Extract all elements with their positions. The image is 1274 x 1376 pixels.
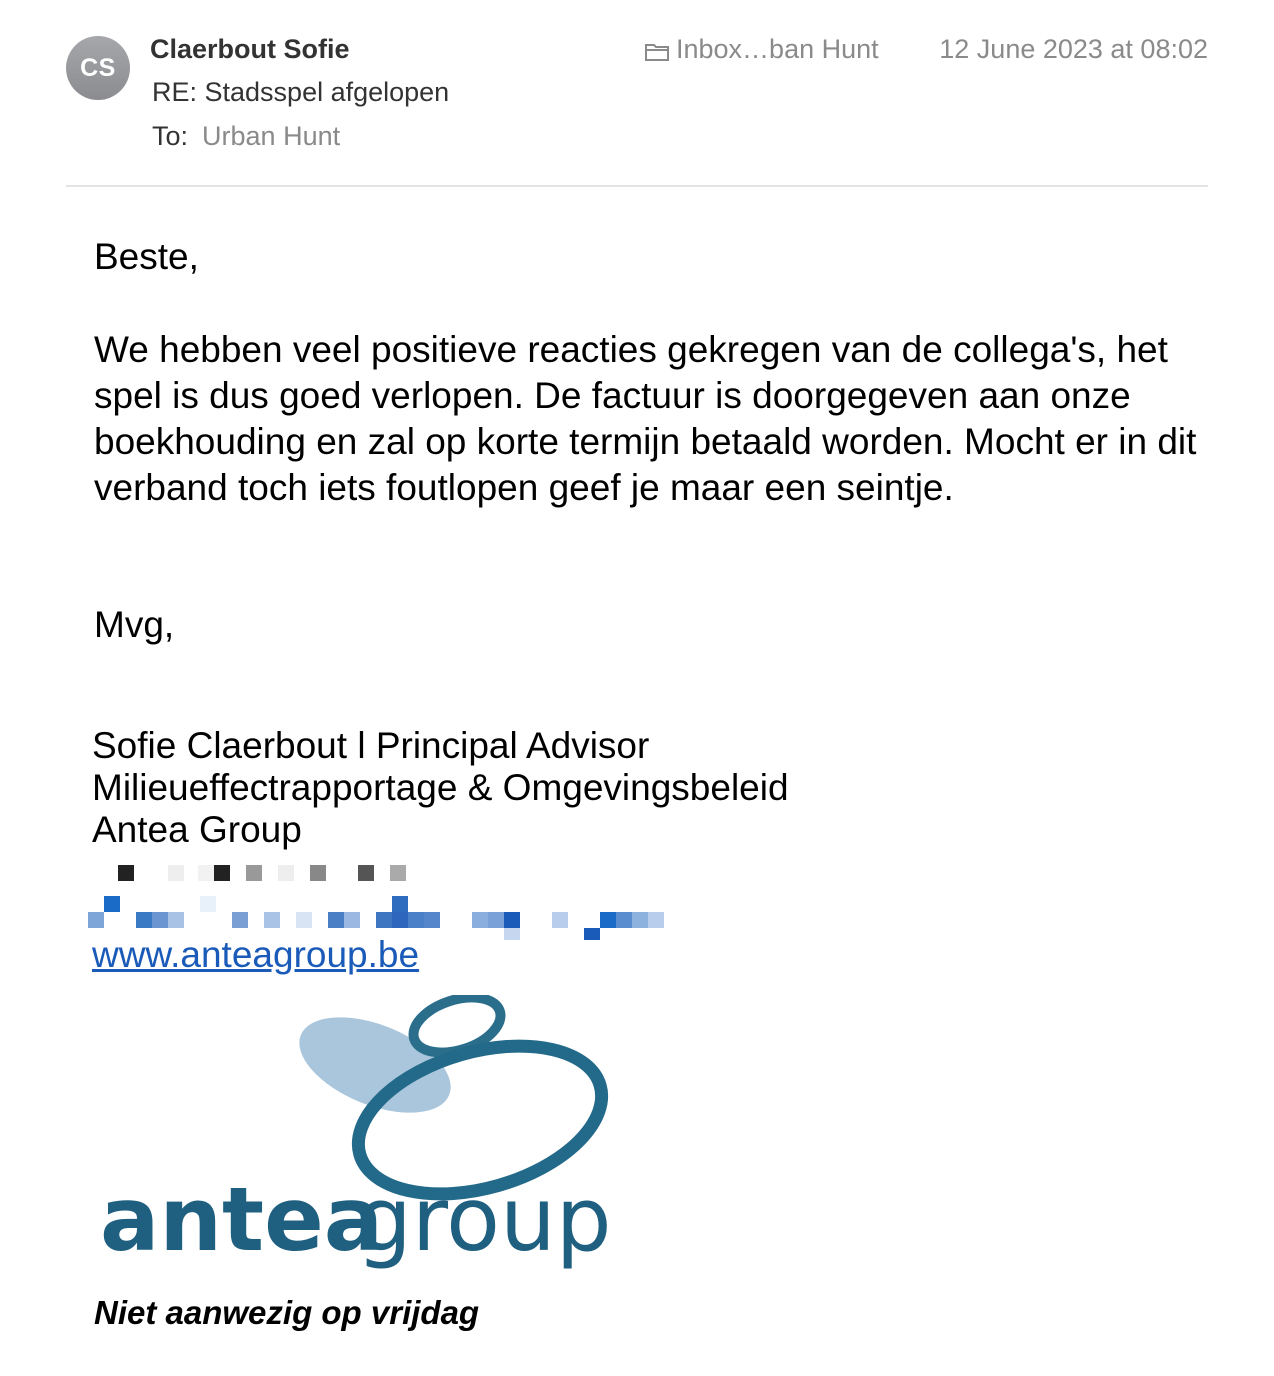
logo-text-group: group	[356, 1168, 612, 1271]
email-closing: Mvg,	[94, 604, 175, 645]
signature-department: Milieueffectrapportage & Omgevingsbeleid	[92, 767, 789, 808]
email-paragraph: We hebben veel positieve reacties gekregen van de collega's, het spel is dus goed verlopen. De factuur is doorgegeven aan onze boekhouding en zal op korte termijn betaald worden. Mocht er in dit verband toch iets foutlopen geef je maar een seintje.	[94, 329, 1197, 508]
signature-company: Antea Group	[92, 809, 302, 850]
email-greeting: Beste,	[94, 236, 199, 277]
signature-name-title: Sofie Claerbout l Principal Advisor	[92, 725, 650, 766]
email-date: 12 June 2023 at 08:02	[939, 34, 1208, 64]
mailbox-location[interactable]	[644, 34, 879, 65]
logo-text-antea: antea	[100, 1168, 384, 1271]
mailbox-label: Inbox…ban Hunt	[676, 34, 879, 64]
redacted-phone	[86, 862, 416, 882]
company-website-link[interactable]: www.anteagroup.be	[92, 934, 420, 975]
sender-name[interactable]: Claerbout Sofie	[150, 34, 350, 64]
availability-note: Niet aanwezig op vrijdag	[94, 1294, 480, 1331]
email-subject: RE: Stadsspel afgelopen	[152, 77, 450, 107]
to-label: To:	[152, 121, 189, 151]
sender-avatar: CS	[66, 36, 130, 100]
recipient-name[interactable]: Urban Hunt	[202, 121, 341, 151]
recipient-row	[152, 121, 340, 152]
signature-block	[92, 725, 789, 851]
anteagroup-logo	[90, 995, 635, 1295]
header-divider	[66, 185, 1208, 187]
folder-icon	[644, 40, 670, 62]
